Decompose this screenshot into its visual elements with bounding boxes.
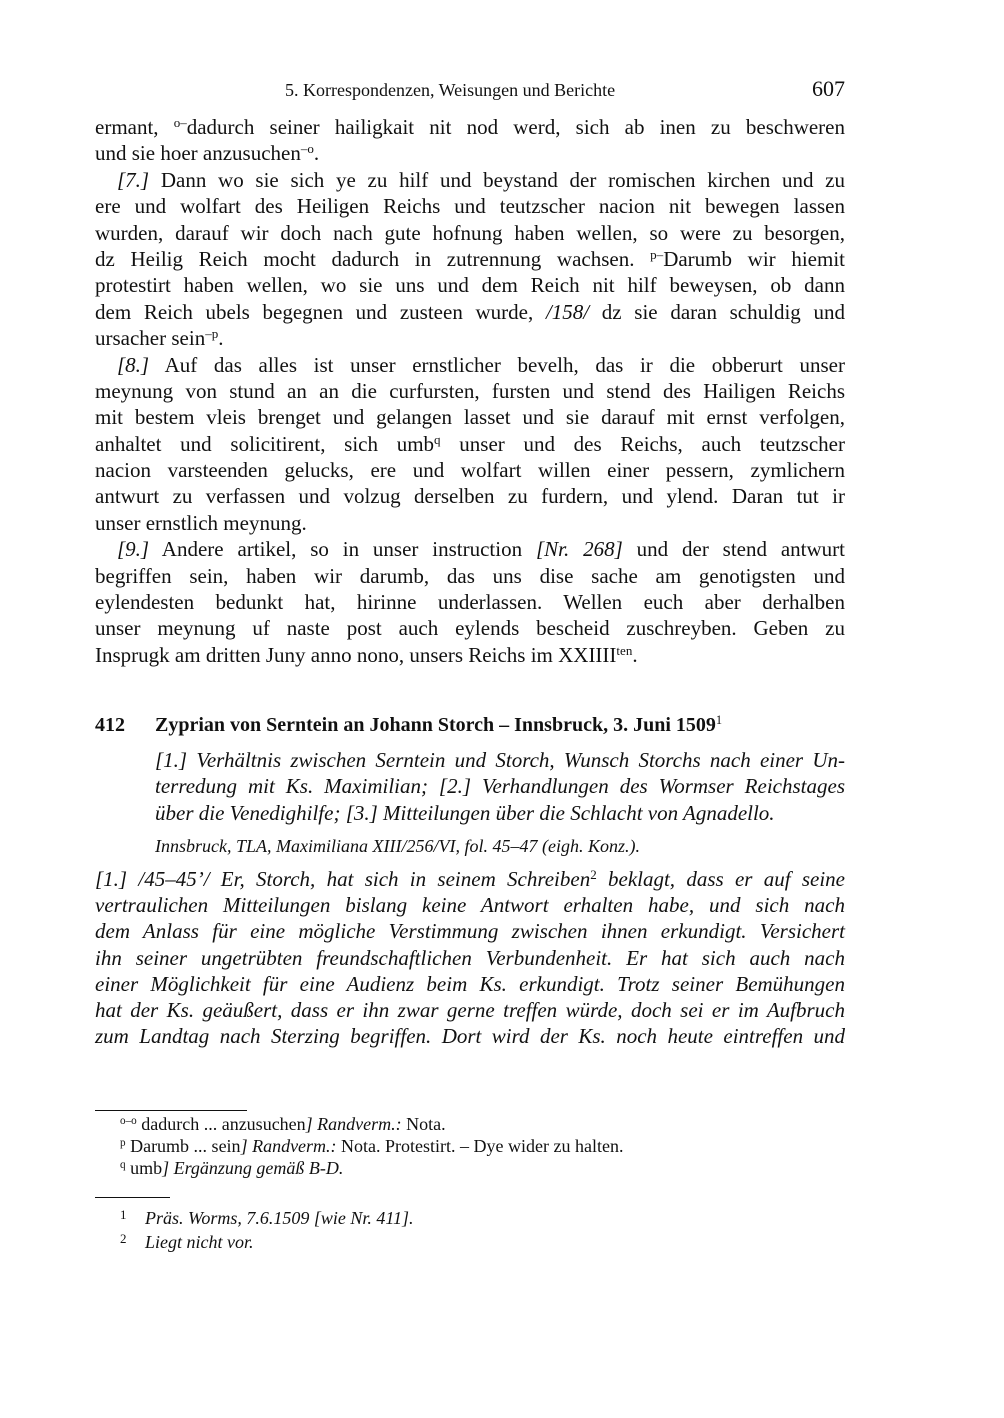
line-content [117,537,845,561]
line-content [95,194,845,218]
document-title [155,712,722,738]
text-segment: ] Randverm.: [240,1136,337,1156]
document-heading [95,712,845,738]
text-segment: über die Venedighilfe; [3.] Mitteilungen über die Schlacht von Agnadello. [155,800,775,825]
note-marker: o–o [120,1114,137,1127]
line-content [95,221,845,245]
text-line [95,997,845,1023]
text-line [95,325,845,351]
text-line [95,536,845,562]
text-segment: und der stend antwurt [622,537,845,562]
text-line [95,1023,845,1049]
text-segment: protestirt haben wellen, wo sie uns und dem Reich nit hilf beweysen, ob dann [95,273,845,298]
text-segment: hat der Ks. geäußert, dass er ihn zwar gerne treffen würde, doch sei er im Aufbruch [95,997,845,1022]
text-segment: Darumb ... sein [125,1136,241,1156]
text-segment: dadurch ... anzusuchen [136,1114,306,1134]
text-line [95,167,845,193]
text-segment: [9.] [117,537,150,562]
line-content [120,1114,446,1134]
text-segment: Auf das alles ist unser ernstlicher bevelh, das ir die obberurt unser [149,352,845,377]
text-segment: ihn seiner ungetrübten freundschaftlichen Verbundenheit. Er hat sich auch nach [95,945,845,970]
text-segment: terredung mit Ks. Maximilian; [2.] Verhandlungen des Wormser Reichstages [155,774,845,799]
running-title: 5. Korrespondenzen, Weisungen und Berichte [285,80,616,100]
text-segment: unser und des Reichs, auch teutzscher [440,431,845,456]
line-content [95,432,845,456]
text-segment: begriffen sein, haben wir darumb, das uns dise sache am genotigsten und [95,563,845,588]
note-marker: o– [173,114,187,130]
note-marker: p [120,1136,126,1149]
footnote-text: Präs. Worms, 7.6.1509 [wie Nr. 411]. [145,1208,414,1229]
text-segment: eylendesten bedunkt hat, hirinne underlassen. Wellen euch aber derhalben [95,590,845,615]
text-line [95,563,845,589]
line-content [95,919,845,943]
line-content [95,867,845,891]
line-content [117,353,845,377]
text-critical-notes [120,1113,820,1179]
text-segment: Andere artikel, so in unser instruction [149,537,536,562]
text-segment: ermant, [95,115,174,139]
line-content [95,405,845,429]
note-marker: –o [300,141,314,157]
text-segment: ] Ergänzung gemäß B-D. [162,1158,344,1178]
footnote-number: 1 [120,1207,127,1222]
text-line [95,352,845,378]
line-content [155,774,845,798]
text-segment: Dann wo sie sich ye zu hilf und beystand der romischen kirchen und zu [149,167,845,192]
text-segment: /158/ [545,299,590,324]
text-line [95,114,845,140]
text-segment: ere und wolfart des Heiligen Reichs und teutzscher nacion nit bewegen lassen [95,194,845,219]
text-line [155,773,845,799]
note-marker: –p [205,325,219,341]
footnote-text: Liegt nicht vor. [145,1232,254,1253]
text-segment: Insprugk am dritten Juny anno nono, unsers Reichs im XXIIII [95,642,617,667]
text-line [95,378,845,404]
footnote-number: 2 [120,1231,127,1246]
text-segment: nacion varsteenden gelucks, ere und wolfart willen einer pessern, zymlichern [95,458,845,483]
text-segment: ] Randverm.: [305,1114,402,1134]
text-line [95,246,845,272]
line-content [95,273,845,297]
text-segment: dz Heilig Reich mocht dadurch in zutrennung wachsen. [95,246,651,271]
text-segment: wurden, darauf wir doch nach gute hofnung haben wellen, so were zu besorgen, [95,220,845,245]
text-segment: dadurch seiner hailigkait nit nod werd, sich ab inen zu beschweren [186,115,845,139]
line-content [155,836,640,856]
note-marker: q [120,1158,126,1171]
text-line [120,1157,820,1179]
text-segment: umb [125,1158,163,1178]
text-line [120,1113,820,1135]
text-line [95,272,845,298]
text-segment: zum Landtag nach Sterzing begriffen. Dort wird der Ks. noch heute eintreffen und [95,1024,845,1049]
line-content [95,643,638,667]
footnote-divider [95,1110,247,1111]
text-segment: ursacher sein [95,326,206,351]
line-content [95,484,845,508]
line-content [95,972,845,996]
text-segment: antwurt zu verfassen und volzug derselben zu furdern, und ylend. Daran tut ir [95,484,845,509]
text-line [95,918,845,944]
text-segment: anhaltet und solicitirent, sich umb [95,431,435,456]
text-segment: [7.] [117,167,150,192]
note-marker: ten [616,642,633,658]
text-segment: [1.] /45–45’/ Er, Storch, hat sich in seinem Schreiben [95,867,591,891]
text-line [95,431,845,457]
line-content [95,590,845,614]
text-line [120,1135,820,1157]
text-line [95,193,845,219]
text-line [95,404,845,430]
text-segment: . [313,141,320,166]
line-content [95,379,845,403]
document-number: 412 [95,714,125,736]
text-segment: unser ernstlich meynung. [95,510,307,535]
text-segment: [Nr. 268] [535,537,623,562]
note-marker: 2 [590,866,597,882]
text-line [95,457,845,483]
text-segment: dem Reich ubels begegnen und zusteen wurde, [95,299,546,324]
text-line [95,866,845,892]
line-content [95,564,845,588]
text-segment: dem Anlass für eine mögliche Verstimmung zwischen ihnen erkundigt. Versichert [95,919,845,944]
text-line [95,892,845,918]
footnotes [120,1203,820,1251]
footnote [120,1227,820,1251]
text-line [155,833,845,859]
note-marker: p– [650,246,664,262]
line-content [95,946,845,970]
page-number: 607 [812,76,845,101]
text-segment: unser meynung uf naste post auch eylends bescheid zuschreyben. Geben zu [95,616,845,641]
line-content [95,511,307,535]
line-content [95,1024,845,1048]
footnote [120,1203,820,1227]
text-line [95,615,845,641]
regest [155,747,845,826]
text-line [95,642,845,668]
line-content [95,326,223,350]
line-content [95,616,845,640]
line-content [155,748,845,772]
text-segment: Innsbruck, TLA, Maximiliana XIII/256/VI, fol. 45–47 (eigh. Konz.). [155,836,640,856]
text-segment: meynung von stund an an die curfursten, fursten und stend des Hailigen Reichs [95,378,845,403]
text-segment: beklagt, dass er auf seine [596,867,845,891]
text-segment: . [632,642,638,667]
line-content [95,300,845,324]
line-content [95,998,845,1022]
line-content [95,458,845,482]
text-segment: [8.] [117,352,150,377]
line-content [155,801,775,825]
text-segment: Nota. [401,1114,446,1134]
text-line [155,800,845,826]
line-content [95,893,845,917]
text-segment: und sie hoer anzusuchen [95,141,301,166]
text-line [95,589,845,615]
text-line [95,971,845,997]
text-line [95,140,845,166]
main-text [95,114,845,668]
text-segment: Darumb wir hiemit [663,246,846,271]
summary-text [95,866,845,1049]
text-line [95,945,845,971]
line-content [117,168,845,192]
footnote-ref: 1 [715,713,723,728]
line-content [95,247,845,271]
document-title-text: Zyprian von Serntein an Johann Storch – Innsbruck, 3. Juni 1509 [155,714,716,736]
line-content [95,115,845,139]
text-line [155,747,845,773]
text-line [95,220,845,246]
line-content [120,1158,343,1178]
line-content [120,1136,623,1156]
text-segment: [1.] Verhältnis zwischen Serntein und Storch, Wunsch Storchs nach einer Un- [155,748,845,772]
footnote-divider [95,1197,170,1198]
text-segment: vertraulichen Mitteilungen bislang keine Antwort erhalten habe, und sich nach [95,893,845,918]
text-segment: einer Möglichkeit für eine Audienz beim Ks. erkundigt. Trotz seiner Bemühungen [95,971,845,996]
text-segment: . [218,326,224,351]
text-segment: mit bestem vleis brenget und gelangen lasset und sie darauf mit ernst verfolgen, [95,405,845,430]
line-content [95,141,319,165]
text-line [95,483,845,509]
note-marker: q [434,431,441,447]
text-line [95,299,845,325]
text-line [95,510,845,536]
text-segment: Nota. Protestirt. – Dye wider zu halten. [336,1136,624,1156]
source-reference [155,833,845,859]
text-segment: dz sie daran schuldig und [589,299,845,324]
